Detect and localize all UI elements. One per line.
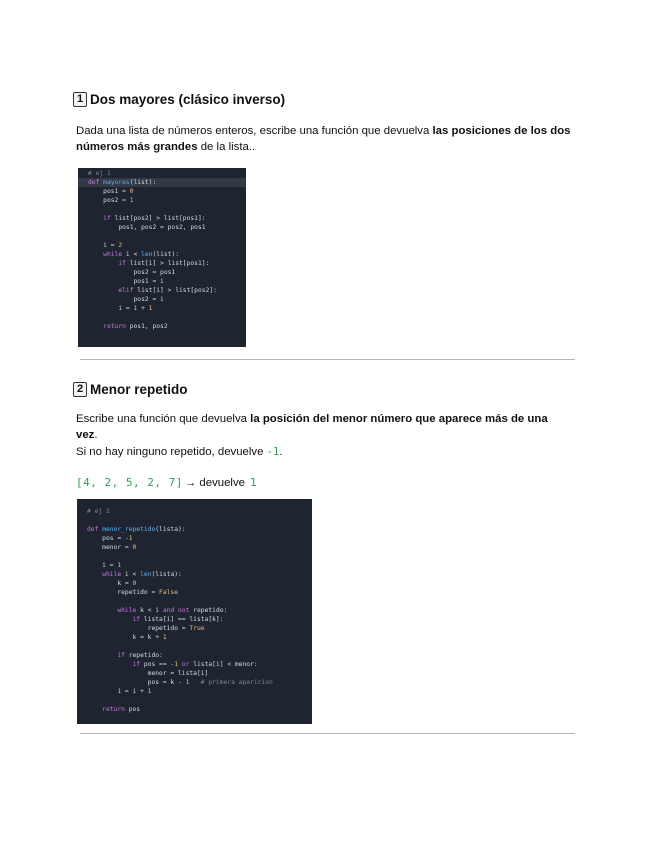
code-line: pos1 = 0 — [88, 188, 134, 195]
code-line: pos2 = pos1 — [88, 269, 176, 276]
section-2-note — [76, 445, 571, 461]
section-2-text-bold: la posición del menor número que aparece más de una vez — [76, 413, 548, 441]
section-1-title — [73, 92, 285, 107]
code-line: if pos == -1 or lista[i] < menor: — [132, 661, 258, 668]
section-1-heading: Dos mayores (clásico inverso) — [90, 92, 286, 107]
code-line: if repetido: — [117, 652, 163, 659]
code-line: repetido = False — [87, 589, 178, 596]
code-line — [77, 642, 312, 651]
code-line: pos2 = i — [88, 296, 164, 303]
code-line: return pos — [102, 706, 141, 713]
code-line: repetido = True — [87, 625, 205, 632]
number-2-badge: 2 — [73, 382, 87, 397]
code-line: if list[i] > list[pos1]: — [118, 260, 210, 267]
code-line: if list[pos2] > list[pos1]: — [103, 215, 206, 222]
code-line: i = 2 — [88, 242, 123, 249]
section-1-text-after: de la lista.. — [197, 140, 256, 153]
code-line: menor = 0 — [87, 544, 137, 551]
section-2-heading: Menor repetido — [90, 382, 188, 397]
code-line: i = i + 1 — [88, 305, 153, 312]
code-line: menor = lista[i] — [87, 670, 209, 677]
code-line: def mayores(list): — [78, 178, 246, 187]
inline-code-minus-one: -1 — [266, 446, 280, 458]
code-line — [77, 516, 312, 525]
code-line: return pos1, pos2 — [103, 323, 168, 330]
code-line: pos2 = 1 — [88, 197, 134, 204]
section-1-text-bold: las posiciones de los dos números más grandes — [76, 125, 571, 153]
code-line: i = 1 — [87, 562, 122, 569]
example-arrow-text: → devuelve — [184, 476, 245, 489]
section-2-text-after: . — [94, 428, 98, 441]
code-line: # ej 1 — [88, 170, 111, 177]
code-line: elif list[i] > list[pos2]: — [118, 287, 217, 294]
code-line — [78, 205, 246, 214]
code-line — [78, 313, 246, 322]
code-line — [77, 552, 312, 561]
code-line: if lista[i] == lista[k]: — [132, 616, 224, 623]
example-result: 1 — [250, 476, 257, 489]
section-1-text-before: Dada una lista de números enteros, escribe una función que devuelva — [76, 125, 433, 137]
section-2-description — [76, 412, 571, 443]
code-line: while k < i and not repetido: — [117, 607, 228, 614]
number-1-badge: 1 — [73, 92, 87, 107]
code-block-1 — [78, 168, 246, 347]
code-line: def menor_repetido(lista): — [87, 526, 186, 533]
example-array: [4, 2, 5, 2, 7] — [76, 476, 183, 489]
code-line: pos1 = i — [88, 278, 164, 285]
divider-1 — [80, 359, 575, 360]
code-line: while i < len(lista): — [102, 571, 182, 578]
code-line — [77, 597, 312, 606]
code-block-2 — [77, 499, 312, 724]
code-line: pos = -1 — [87, 535, 133, 542]
section-2-note-text: Si no hay ninguno repetido, devuelve — [76, 446, 267, 458]
section-2-title — [73, 382, 188, 397]
code-line: # ej 2 — [87, 508, 110, 515]
code-line: while i < len(list): — [103, 251, 180, 258]
section-2-note-end: . — [279, 446, 283, 458]
code-line: pos = k - 1 # primera aparicion — [87, 679, 273, 686]
divider-2 — [80, 733, 575, 734]
code-line — [78, 232, 246, 241]
code-line: i = i + 1 — [87, 688, 152, 695]
example-line — [76, 476, 257, 489]
code-line: pos1, pos2 = pos2, pos1 — [88, 224, 206, 231]
section-2-text-before: Escribe una función que devuelva — [76, 413, 251, 425]
section-1-description — [76, 124, 571, 155]
code-line: k = 0 — [87, 580, 137, 587]
code-line — [77, 696, 312, 705]
code-line: k = k + 1 — [87, 634, 167, 641]
